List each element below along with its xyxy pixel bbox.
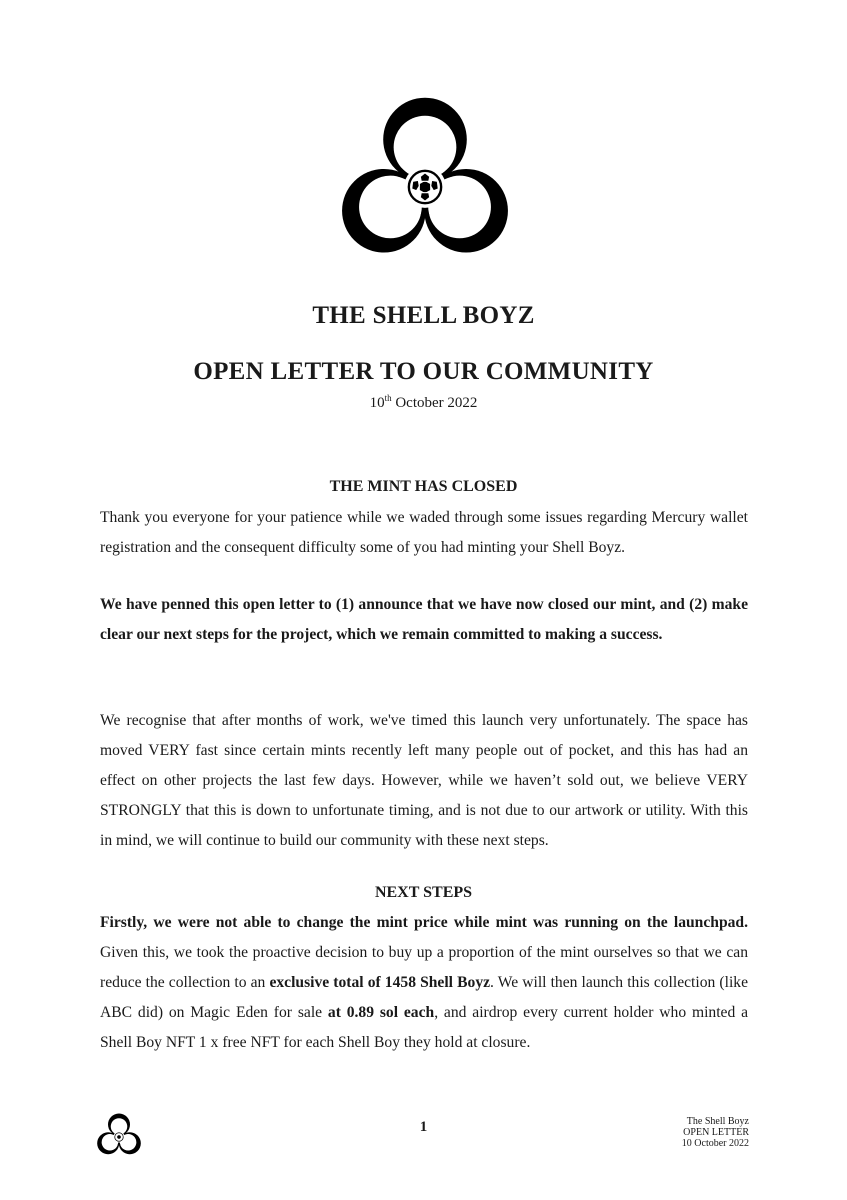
org-name: THE SHELL BOYZ (312, 302, 535, 329)
page-number: 1 (419, 1119, 428, 1135)
paragraph-next-steps (100, 908, 748, 1058)
footer-line-org: The Shell Boyz (686, 1116, 749, 1127)
document-date (0, 393, 847, 412)
text-proactive: Given this, we took the proactive decision to buy up a proportion of the mint ourselves so that we can reduce the collection to an (100, 944, 748, 991)
date-day: 10 (369, 395, 385, 411)
emphasis-total: exclusive total of 1458 Shell Boyz (269, 974, 491, 991)
emphasis-firstly: Firstly, we were not able to change the mint price while mint was running on the launchpad. (100, 914, 748, 931)
paragraph-thanks: Thank you everyone for your patience while we waded through some issues regarding Mercury wallet registration and the consequent difficulty some of you had minting your Shell Boyz. (100, 509, 748, 556)
section-heading-mint-closed: THE MINT HAS CLOSED (329, 478, 518, 495)
text-airdrop: , and airdrop every current holder who minted a Shell Boy NFT 1 x free NFT for each Shell Boy they hold at closure. (100, 1004, 749, 1051)
paragraph-announcement: We have penned this open letter to (1) announce that we have now closed our mint, and (2) make clear our next steps for the project, which we remain committed to making a success. (100, 596, 748, 643)
text-launch: . We will then launch this collection (like ABC did) on Magic Eden for sale (100, 974, 748, 1021)
footer-line-date: 10 October 2022 (681, 1138, 749, 1149)
section-heading-next-steps: NEXT STEPS (374, 884, 473, 901)
footer-info (682, 1116, 749, 1149)
date-rest: October 2022 (391, 395, 478, 411)
emphasis-price: at 0.89 sol each (327, 1004, 435, 1021)
footer-line-title: OPEN LETTER (683, 1127, 749, 1138)
date-suffix: th (384, 393, 392, 403)
biohazard-logo-icon (330, 92, 520, 282)
paragraph-timing: We recognise that after months of work, we've timed this launch very unfortunately. The space has moved VERY fast since certain mints recently left many people out of pocket, and this has had an effect on other projects the last few days. However, while we haven’t sold out, we believe VERY STRONGLY that this is down to unfortunate timing, and is not due to our artwork or utility. With this in mind, we will continue to build our community with these next steps. (100, 712, 748, 849)
document-title: OPEN LETTER TO OUR COMMUNITY (193, 358, 654, 385)
